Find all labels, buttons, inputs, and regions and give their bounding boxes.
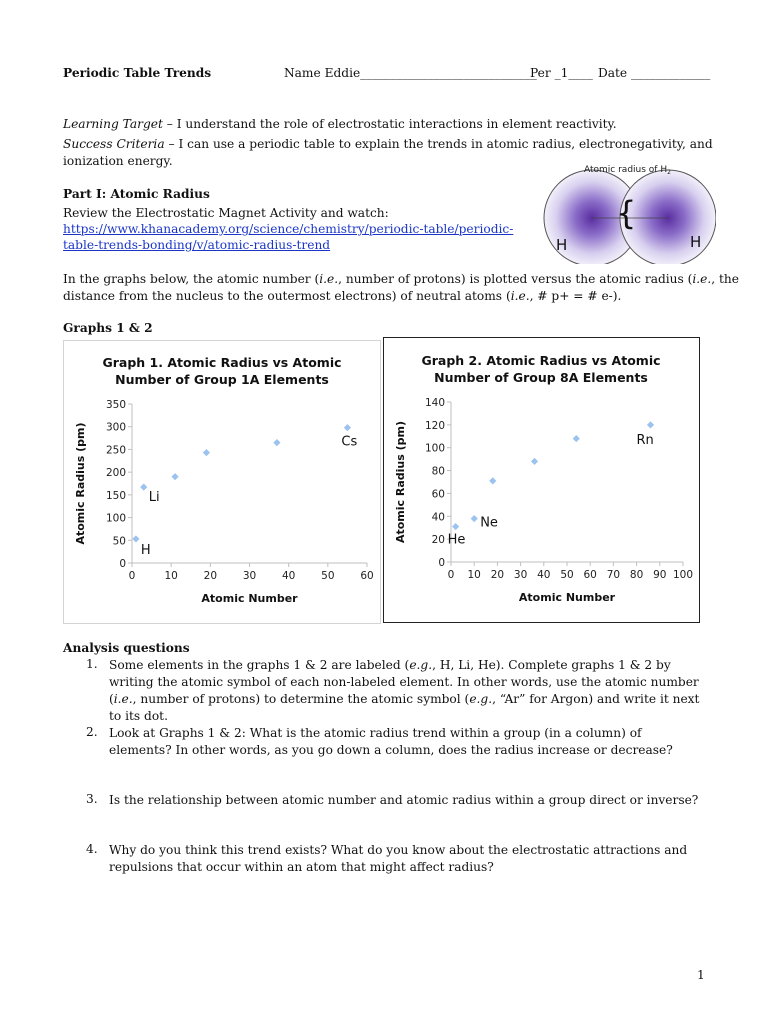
diagram-caption: Atomic radius of $H_2$ — [584, 165, 671, 176]
graph1-y-tick-label: 150 — [105, 489, 126, 502]
graph2-x-tick-label: 40 — [537, 569, 551, 581]
question-1-text: Some elements in the graphs 1 & 2 are labeled (e.g., H, Li, He). Complete graphs 1 & 2 by writing the atomic symbol of each non-labeled element. In other words, use the atomic number (i.e., number of protons) to determine the atomic symbol (e.g., “Ar” for Argon) and write it next to its dot. — [109, 658, 700, 723]
graph1-point-label-h: H — [140, 542, 151, 558]
graph2-y-tick-label: 20 — [431, 534, 445, 547]
graph2-x-tick-label: 30 — [513, 569, 528, 581]
intro-line1: In the graphs below, the atomic number (i.e., number of protons) is plotted versus the atomic radius (i.e., the — [63, 272, 739, 286]
video-link-cont[interactable] — [63, 238, 330, 252]
graph2-data-point — [489, 477, 496, 484]
graph2-data-point — [647, 421, 654, 428]
graph2-chart — [384, 338, 699, 622]
graph2-y-tick-label: 60 — [431, 488, 445, 501]
h-atom-right-label: H — [690, 233, 702, 251]
graph1-y-tick-label: 200 — [105, 467, 126, 480]
graph1-data-point — [140, 484, 147, 491]
graph2-x-axis-label: Atomic Number — [518, 591, 616, 604]
graph1-x-tick-label: 50 — [321, 570, 335, 582]
graph2-x-tick-label: 80 — [629, 569, 644, 581]
graph2-point-label-ne: Ne — [480, 515, 498, 531]
question-4-number: 4. — [86, 842, 98, 856]
video-link[interactable] — [63, 222, 513, 236]
graph1-title-line1: Graph 1. Atomic Radius vs Atomic — [102, 355, 342, 370]
graph2-point-label-he: He — [447, 532, 466, 548]
graph2-y-tick-label: 140 — [424, 397, 445, 409]
success-criteria-line1: – I can use a periodic table to explain the trends in atomic radius, electronegativity, and — [164, 137, 713, 151]
graph1-x-tick-label: 20 — [203, 570, 218, 582]
graph1-point-label-cs: Cs — [341, 434, 358, 450]
graph1-y-tick-label: 50 — [112, 535, 126, 548]
success-criteria-label: Success Criteria — [63, 137, 165, 151]
graph1-x-tick-label: 0 — [128, 570, 136, 582]
graph1-x-tick-label: 30 — [242, 570, 257, 582]
graph1-title-line2: Number of Group 1A Elements — [115, 372, 329, 387]
graph2-title-line2: Number of Group 8A Elements — [434, 370, 648, 385]
graph2-y-tick-label: 120 — [424, 419, 445, 432]
graph2-title-line1: Graph 2. Atomic Radius vs Atomic — [421, 353, 661, 368]
graph2-x-tick-label: 90 — [653, 569, 667, 581]
graph1-x-tick-label: 10 — [164, 570, 178, 582]
graph2-container — [383, 337, 700, 623]
video-link-line2[interactable]: table-trends-bonding/v/atomic-radius-trend — [63, 238, 331, 252]
success-criteria-line2: ionization energy. — [63, 154, 173, 168]
part1-heading: Part I: Atomic Radius — [63, 187, 210, 201]
graph1-x-axis-label: Atomic Number — [201, 592, 298, 605]
graph1-x-tick-label: 40 — [281, 570, 296, 582]
graph1-chart — [64, 341, 380, 623]
question-2-number: 2. — [86, 725, 98, 739]
graph2-y-tick-label: 100 — [424, 442, 445, 455]
graph2-x-tick-label: 0 — [447, 569, 455, 581]
graph1-data-point — [344, 424, 351, 431]
graph2-y-tick-label: 40 — [431, 511, 445, 524]
worksheet-title: Periodic Table Trends — [63, 66, 212, 80]
graph1-x-tick-label: 60 — [360, 570, 374, 582]
graph2-x-tick-label: 70 — [606, 569, 621, 581]
graph1-point-label-li: Li — [148, 490, 160, 506]
graph1-container — [63, 340, 381, 624]
graph2-data-point — [573, 435, 580, 442]
graph1-data-point — [171, 473, 178, 480]
h-atom-left-label: H — [556, 236, 568, 254]
graph2-point-label-rn: Rn — [636, 432, 654, 448]
learning-target-label: Learning Target — [63, 117, 163, 131]
page-number: 1 — [697, 968, 705, 982]
graph2-x-tick-label: 100 — [672, 569, 694, 581]
question-3-number: 3. — [86, 792, 98, 806]
graph1-y-tick-label: 350 — [105, 399, 126, 411]
name-field[interactable]: Name Eddie_____________________________ — [284, 66, 537, 80]
learning-target-text: – I understand the role of electrostatic interactions in element reactivity. — [162, 117, 617, 131]
graph1-y-axis-label: Atomic Radius (pm) — [74, 422, 87, 545]
graph1-y-tick-label: 300 — [105, 421, 126, 434]
graph2-x-tick-label: 50 — [560, 569, 574, 581]
graph1-data-point — [203, 449, 210, 456]
graph2-data-point — [531, 458, 538, 465]
h2-atomic-radius-diagram — [536, 158, 716, 264]
graphs-heading: Graphs 1 & 2 — [63, 321, 153, 335]
graph1-y-tick-label: 0 — [119, 558, 126, 570]
graph2-x-tick-label: 20 — [490, 569, 505, 581]
question-4-text: Why do you think this trend exists? What do you know about the electrostatic attractions and repulsions that occur within an atom that might affect radius? — [109, 843, 688, 874]
video-link-line1[interactable]: https://www.khanacademy.org/science/chemistry/periodic-table/periodic- — [63, 222, 514, 236]
graph2-y-tick-label: 80 — [431, 465, 445, 478]
part1-review-text: Review the Electrostatic Magnet Activity and watch: — [63, 206, 389, 220]
date-field[interactable]: Date _____________ — [598, 66, 711, 80]
graph1-data-point — [273, 439, 280, 446]
question-3-text: Is the relationship between atomic number and atomic radius within a group direct or inverse? — [109, 793, 699, 807]
graph2-y-tick-label: 0 — [438, 557, 445, 569]
graph2-data-point — [471, 515, 478, 522]
analysis-heading: Analysis questions — [63, 641, 190, 655]
brace-icon: { — [616, 194, 637, 232]
graph2-y-axis-label: Atomic Radius (pm) — [394, 420, 407, 544]
question-1-number: 1. — [86, 657, 98, 671]
graph2-data-point — [452, 523, 459, 530]
question-2-text: Look at Graphs 1 & 2: What is the atomic radius trend within a group (in a column) of elements? In other words, as you go down a column, does the radius increase or decrease? — [109, 726, 673, 757]
graph1-y-tick-label: 100 — [105, 512, 126, 525]
intro-line2: distance from the nucleus to the outermost electrons) of neutral atoms (i.e., # p+ = # e-). — [63, 289, 622, 303]
graph2-x-tick-label: 60 — [583, 569, 597, 581]
success-criteria — [63, 137, 713, 151]
learning-target — [63, 117, 617, 131]
period-field[interactable]: Per _1____ — [530, 66, 593, 80]
graph1-data-point — [132, 535, 139, 542]
graph1-y-tick-label: 250 — [105, 444, 126, 457]
graph2-x-tick-label: 10 — [467, 569, 481, 581]
